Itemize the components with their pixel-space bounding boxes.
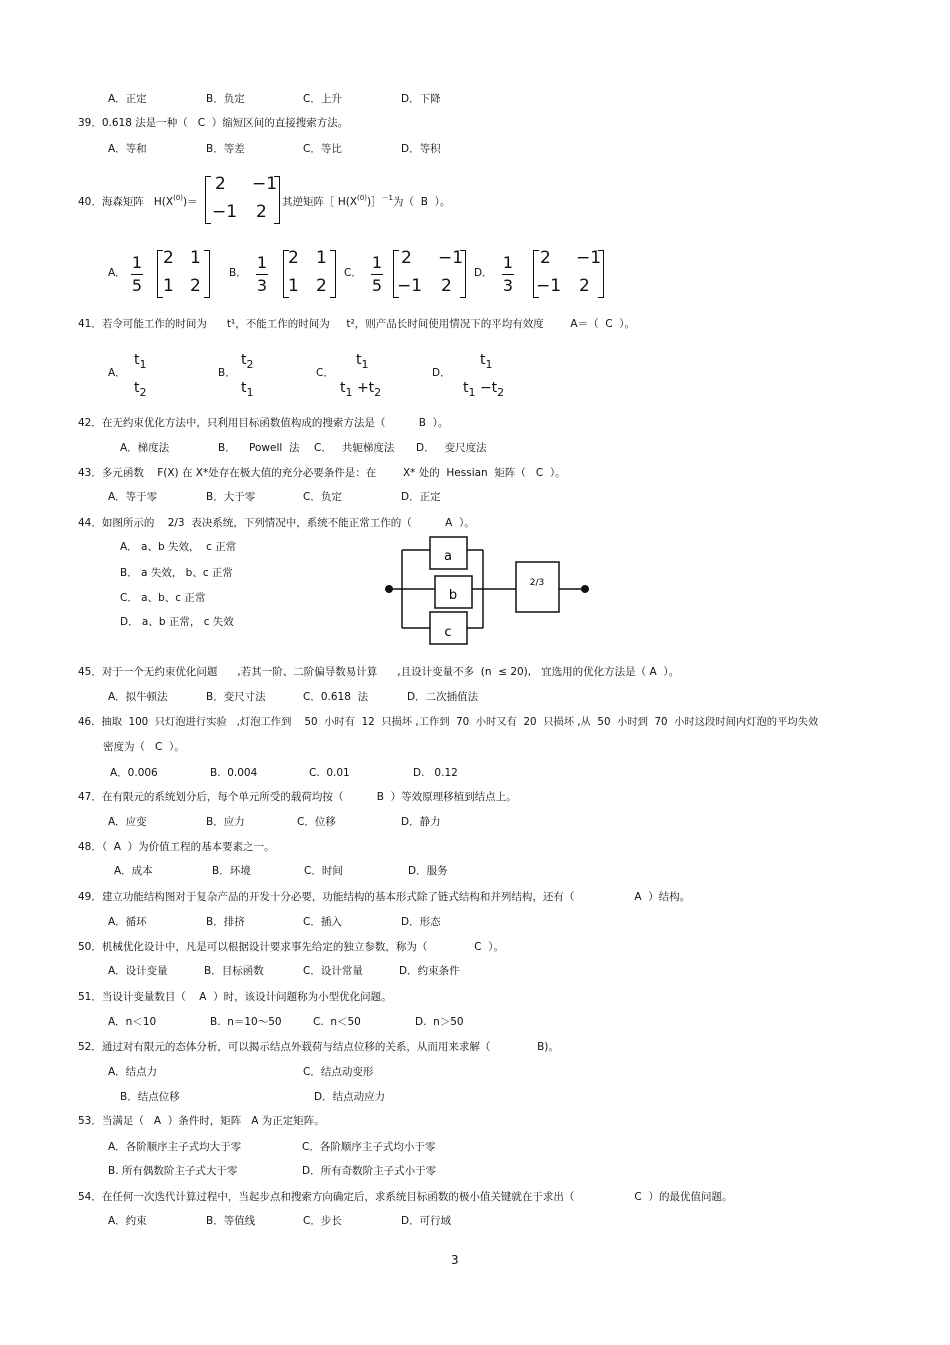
q43-option-d: D．正定 bbox=[401, 491, 441, 503]
q39-option-b: B．等差 bbox=[206, 143, 245, 155]
voting-system-diagram bbox=[380, 532, 600, 648]
q44-option-c: C． a、b、c 正常 bbox=[120, 592, 206, 604]
q49-option-b: B．排挤 bbox=[206, 916, 245, 928]
q41-stem: 41．若令可能工作的时间为 t¹，不能工作的时间为 t²，则产品长时间使用情况下的平均有效度 A＝（ C ）。 bbox=[78, 318, 636, 330]
matrix-entry: 2 bbox=[256, 202, 267, 222]
q54-stem: 54．在任何一次迭代计算过程中，当起步点和搜索方向确定后，求系统目标函数的极小值关键就在于求出（ C ）的最优值问题。 bbox=[78, 1191, 733, 1203]
input-node bbox=[385, 585, 393, 593]
q48-option-b: B．环境 bbox=[212, 865, 251, 877]
q49-stem: 49．建立功能结构图对于复杂产品的开发十分必要，功能结构的基本形式除了链式结构和并列结构，还有（ A ）结构。 bbox=[78, 891, 691, 903]
matrix-entry: −1 bbox=[252, 174, 278, 194]
q47-option-b: B．应力 bbox=[206, 816, 245, 828]
q38-option-a: A．正定 bbox=[108, 93, 147, 105]
q42-option-b: B． Powell 法 bbox=[218, 442, 300, 454]
q42-option-a: A．梯度法 bbox=[120, 442, 170, 454]
q53-option-b: B. 所有偶数阶主子式大于零 bbox=[108, 1165, 238, 1177]
matrix-bracket-right bbox=[274, 176, 280, 224]
block-b-label: b bbox=[448, 588, 458, 603]
q50-option-a: A．设计变量 bbox=[108, 965, 168, 977]
q48-stem: 48．（ A ）为价值工程的基本要素之一。 bbox=[78, 841, 275, 853]
q51-option-d: D. n＞50 bbox=[415, 1016, 464, 1028]
q54-option-a: A．约束 bbox=[108, 1215, 147, 1227]
q54-option-d: D．可行域 bbox=[401, 1215, 452, 1227]
q50-option-d: D．约束条件 bbox=[399, 965, 460, 977]
q52-option-a: A．结点力 bbox=[108, 1066, 158, 1078]
q52-stem: 52．通过对有限元的态体分析，可以揭示结点外载荷与结点位移的关系，从而用来求解（ B)。 bbox=[78, 1041, 559, 1053]
q51-option-a: A．n＜10 bbox=[108, 1016, 157, 1028]
q46-stem-line2: 密度为（ C ）。 bbox=[103, 741, 185, 753]
q44-option-b: B． a 失效， b、c 正常 bbox=[120, 567, 233, 579]
q47-option-a: A．应变 bbox=[108, 816, 147, 828]
voter-label: 2/3 bbox=[529, 578, 545, 588]
matrix-bracket-left bbox=[205, 176, 211, 224]
q53-option-a: A．各阶顺序主子式均大于零 bbox=[108, 1141, 242, 1153]
q50-option-c: C．设计常量 bbox=[303, 965, 363, 977]
q52-option-d: D．结点动应力 bbox=[314, 1091, 386, 1103]
q51-option-b: B. n＝10～50 bbox=[210, 1016, 282, 1028]
output-node bbox=[581, 585, 589, 593]
q46-option-b: B. 0.004 bbox=[210, 767, 258, 779]
q46-option-a: A．0.006 bbox=[110, 767, 158, 779]
q45-option-c: C．0.618 法 bbox=[303, 691, 369, 703]
matrix-entry: 2 bbox=[215, 174, 226, 194]
q47-option-d: D．静力 bbox=[401, 816, 441, 828]
q42-option-d: D． 变尺度法 bbox=[416, 442, 487, 454]
q43-option-a: A．等于零 bbox=[108, 491, 158, 503]
q49-option-c: C．插入 bbox=[303, 916, 342, 928]
q53-option-d: D．所有奇数阶主子式小于零 bbox=[302, 1165, 437, 1177]
q39-option-a: A．等和 bbox=[108, 143, 147, 155]
q48-option-a: A．成本 bbox=[114, 865, 153, 877]
q54-option-c: C．步长 bbox=[303, 1215, 342, 1227]
q47-stem: 47．在有限元的系统划分后，每个单元所受的载荷均按（ B ）等效原理移植到结点上。 bbox=[78, 791, 517, 803]
q43-option-c: C．负定 bbox=[303, 491, 342, 503]
q44-stem: 44．如图所示的 2/3 表决系统，下列情况中，系统不能正常工作的（ A ）。 bbox=[78, 517, 475, 529]
q45-option-d: D．二次插值法 bbox=[407, 691, 479, 703]
q42-stem: 42．在无约束优化方法中，只利用目标函数值构成的搜索方法是（ B ）。 bbox=[78, 417, 449, 429]
q51-stem: 51．当设计变量数目（ A ）时，该设计问题称为小型优化问题。 bbox=[78, 991, 392, 1003]
block-c-label: c bbox=[444, 625, 452, 640]
q53-option-c: C．各阶顺序主子式均小于零 bbox=[302, 1141, 436, 1153]
q43-option-b: B．大于零 bbox=[206, 491, 256, 503]
q39-option-d: D．等积 bbox=[401, 143, 441, 155]
q52-option-b: B．结点位移 bbox=[120, 1091, 180, 1103]
q49-option-d: D．形态 bbox=[401, 916, 441, 928]
q50-option-b: B．目标函数 bbox=[204, 965, 264, 977]
q39-option-c: C．等比 bbox=[303, 143, 342, 155]
q50-stem: 50．机械优化设计中，凡是可以根据设计要求事先给定的独立参数，称为（ C ）。 bbox=[78, 941, 504, 953]
q49-option-a: A．循环 bbox=[108, 916, 147, 928]
q51-option-c: C. n＜50 bbox=[313, 1016, 361, 1028]
q46-stem-line1: 46．抽取 100 只灯泡进行实验 ,灯泡工作到 50 小时有 12 只损坏 ,工作到 70 小时又有 20 只损坏 ,从 50 小时到 70 小时这段时间内灯泡的平均失效 bbox=[78, 716, 819, 728]
q44-option-a: A． a、b 失效， c 正常 bbox=[120, 541, 237, 553]
q52-option-c: C．结点动变形 bbox=[303, 1066, 374, 1078]
q46-option-c: C. 0.01 bbox=[309, 767, 350, 779]
q38-option-c: C．上升 bbox=[303, 93, 342, 105]
page-number: 3 bbox=[451, 1253, 459, 1267]
q46-option-d: D. 0.12 bbox=[413, 767, 458, 779]
q48-option-d: D．服务 bbox=[408, 865, 448, 877]
q38-option-d: D．下降 bbox=[401, 93, 441, 105]
q45-option-a: A．拟牛顿法 bbox=[108, 691, 168, 703]
q54-option-b: B．等值线 bbox=[206, 1215, 256, 1227]
q47-option-c: C．位移 bbox=[297, 816, 336, 828]
matrix-entry: −1 bbox=[212, 202, 238, 222]
q39-stem: 39．0.618 法是一种（ C ）缩短区间的直接搜索方法。 bbox=[78, 117, 349, 129]
q48-option-c: C．时间 bbox=[304, 865, 343, 877]
q42-option-c: C． 共轭梯度法 bbox=[314, 442, 395, 454]
q43-stem: 43．多元函数 F(X) 在 X*处存在极大值的充分必要条件是：在 X* 处的 Hessian 矩阵（ C ）。 bbox=[78, 467, 566, 479]
q53-stem: 53．当满足（ A ）条件时，矩阵 A 为正定矩阵。 bbox=[78, 1115, 325, 1127]
q38-option-b: B．负定 bbox=[206, 93, 245, 105]
q45-option-b: B．变尺寸法 bbox=[206, 691, 266, 703]
q44-option-d: D． a、b 正常， c 失效 bbox=[120, 616, 234, 628]
q45-stem: 45．对于一个无约束优化问题 ,若其一阶、二阶偏导数易计算 ,且设计变量不多 (n ≤ 20), 宜选用的优化方法是（ A ）。 bbox=[78, 666, 680, 678]
block-a-label: a bbox=[444, 549, 452, 564]
